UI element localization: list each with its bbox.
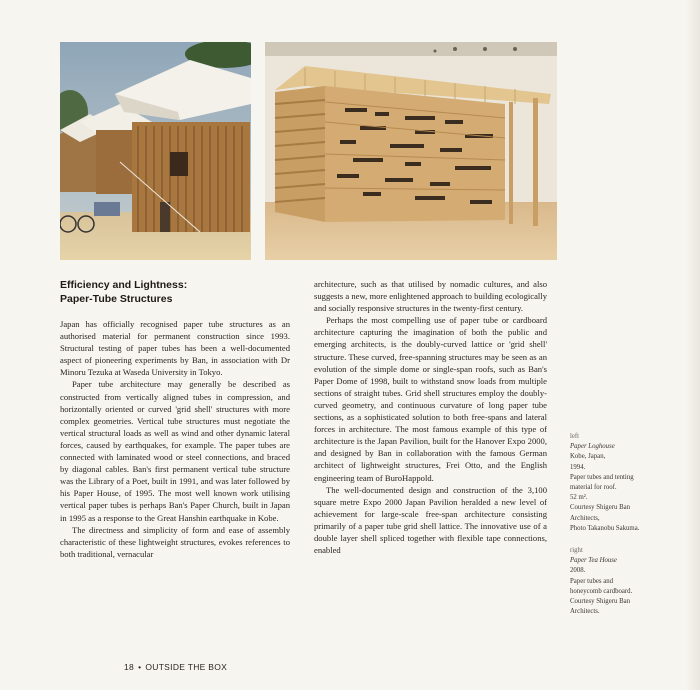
section-title: OUTSIDE THE BOX (145, 662, 228, 672)
right-text-column (314, 278, 547, 556)
paragraph: Paper tube architecture may generally be described as constructed from vertically aligned tubes in compression, and horizontally oriented or curved 'grid shell' structures with more complex geometries. Vertical tube structures must negotiate the vertical structural loads as well as wind and other dynamic lateral forces, caused by earthquakes, for example. The paper tubes are connected with laminated wood or steel connections, and braced by diagonal cables. Ban's first permanent vertical tube structure was the Library of a Poet, built in 1991, and was later followed by his Paper House, of 1995. The most well known work utilising vertical paper tubes is perhaps Ban's Paper Church, built in Japan in 1995 as a response to the Great Hanshin earthquake in Kobe. (60, 379, 290, 523)
caption-line: 52 m². (570, 494, 588, 502)
caption-direction: right (570, 547, 583, 555)
caption-direction: left (570, 433, 580, 440)
caption-line: Architects, (570, 514, 600, 522)
paragraph: Japan has officially recognised paper tube structures as an authorised material for permanent construction since 1993. Structural testing of paper tubes has been a well-documented aspect of pioneering experiments by Ban, in association with Dr Minoru Tezuka at Waseda University in Tokyo. (60, 319, 290, 378)
caption-line: Kobe, Japan, (570, 453, 606, 461)
section-heading-line-2: Paper-Tube Structures (60, 293, 173, 305)
page-number: 18 (124, 662, 135, 672)
left-text-column (60, 318, 290, 560)
paragraph: Perhaps the most compelling use of paper tube or cardboard architecture capturing the imagination of both the public and emerging architects, is the doubly-curved lattice or 'grid shell' structure. These curved, free-spanning structures may be seen as an evolution of the simple dome or single-span roofs, such as Ban's Paper Dome of 1998, built to withstand snow loads from multiple sections of straight tubes. Grid shell structures employ the doubly-curved geometry, and continuous curvature of long paper tube sections, as a sophisticated solution to both free-spans and lateral forces in architecture. The most famous example of this type of architecture is the Japan Pavilion, built for the Hanover Expo 2000, and designed by Ban in collaboration with the famous German architect of lightweight structures, Frei Otto, and the English engineering team of BuroHappold. (314, 315, 547, 483)
caption-line: Paper tubes and (570, 577, 614, 585)
photo-captions (570, 432, 662, 629)
caption-line: Courtesy Shigeru Ban (570, 504, 631, 512)
paragraph: The directness and simplicity of form and ease of assembly characteristic of these lightweight structures, evokes references to both traditional, vernacular (60, 524, 290, 559)
section-heading (60, 278, 290, 306)
page-edge (686, 0, 700, 690)
section-heading-line-1: Efficiency and Lightness: (60, 279, 188, 291)
paragraph: architecture, such as that utilised by nomadic cultures, and also suggests a new, more enlightened approach to building ecologically and socially responsive structures in the twenty-first century. (314, 279, 547, 314)
caption-line: Paper tubes and tenting (570, 473, 634, 481)
caption-title: Paper Tea House (570, 557, 617, 565)
caption-line: material for roof. (570, 484, 617, 492)
caption-line: honeycomb cardboard. (570, 587, 633, 595)
caption-line: 2008. (570, 567, 586, 575)
footer-separator: • (138, 662, 142, 672)
caption-title: Paper Loghouse (570, 443, 615, 451)
caption-line: Architects. (570, 608, 600, 616)
caption-left (570, 432, 662, 534)
photo-paper-tea-house (265, 42, 557, 260)
paragraph: The well-documented design and construction of the 3,100 square metre Expo 2000 Japan Pavilion heralded a new level of achievement for large-scale free-span architecture consisting primarily of a paper tube grid shell lattice. The innovative use of a double layer shell spliced together with flexible tape connections, enabled (314, 484, 547, 556)
caption-line: 1994. (570, 463, 586, 471)
photo-paper-loghouse (60, 42, 251, 260)
caption-line: Courtesy Shigeru Ban (570, 598, 631, 606)
caption-line: Photo Takanobu Sakuma. (570, 524, 640, 532)
caption-right (570, 546, 662, 617)
page-footer (124, 662, 227, 672)
